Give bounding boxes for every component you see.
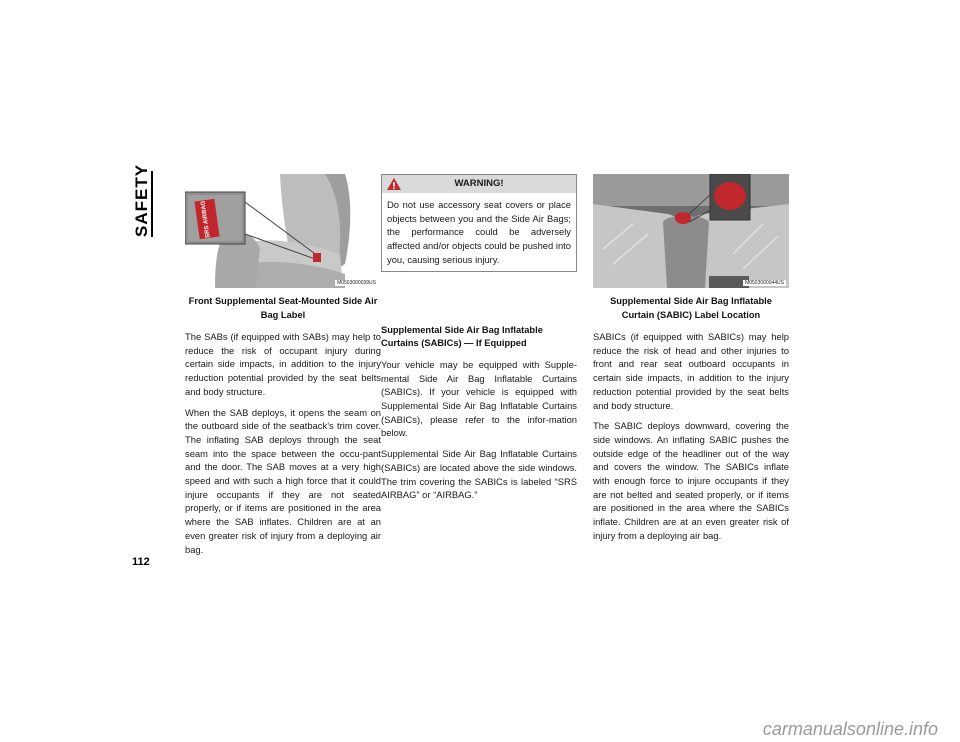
section-tab [132, 163, 154, 237]
paragraph: Your vehicle may be equipped with Supple-mental Side Air Bag Inflatable Curtains (SABICs). If your vehicle is equipped with Supplemental Side Air Bag Inflatable Curtains (SABICs), please refer to the infor-mation below. [381, 358, 577, 439]
paragraph: Supplemental Side Air Bag Inflatable Curtains (SABICs) are located above the side windows. The trim covering the SABICs is labeled “SRS AIRBAG” or “AIRBAG.” [381, 448, 577, 501]
paragraph: When the SAB deploys, it opens the seam on the outboard side of the seatback’s trim cover. The inflating SAB deploys through the seat seam into the space between the occu-pant and the door. The SAB moves at a very high speed and with such a high force that it could injure occupants if they are not seated properly, or if items are positioned in the area where the SAB inflates. Children are at an even greater risk of injury from a deploying air bag. [185, 406, 381, 555]
sabic-figure [593, 174, 789, 288]
warning-title: WARNING! [454, 178, 504, 189]
paragraph: SABICs (if equipped with SABICs) may help reduce the risk of head and other injuries to front and rear seat outboard occupants in certain side impacts, in addition to the injury reduction potential provided by the seat belts and body structure. [593, 331, 789, 411]
figure-code: M0503000044US [745, 280, 784, 286]
watermark: carmanualsonline.info [762, 719, 938, 739]
svg-text:SRS AIRBAG: SRS AIRBAG [200, 200, 212, 239]
page-number: 112 [132, 556, 150, 568]
figure-code: M0503000039US [337, 280, 376, 286]
warning-text: Do not use accessory seat covers or place objects between you and the Side Air Bags; the performance could be adversely affected and/or objects could be pushed into you, causing serious injury. [387, 199, 571, 265]
section-heading: Supplemental Side Air Bag Inflatable Curtains (SABICs) — If Equipped [381, 324, 543, 349]
warning-header [382, 175, 576, 193]
column-1 [185, 174, 381, 563]
seat-illustration [185, 174, 381, 288]
paragraph: The SABs (if equipped with SABs) may help to reduce the risk of occupant injury during certain side impacts, in addition to the injury reduction potential provided by the seat belts and body structure. [185, 331, 381, 397]
figure-caption: Supplemental Side Air Bag Inflatable Curtain (SABIC) Label Location [610, 296, 772, 320]
section-title: SAFETY [132, 163, 151, 237]
figure-caption: Front Supplemental Seat-Mounted Side Air Bag Label [188, 296, 378, 320]
column-3 [593, 174, 789, 550]
seat-airbag-figure [185, 174, 381, 288]
column-2 [381, 174, 577, 509]
warning-box [381, 174, 577, 272]
headliner-illustration [593, 174, 789, 288]
warning-triangle-icon [386, 177, 402, 191]
paragraph: The SABIC deploys downward, covering the side windows. An inflating SABIC pushes the outside edge of the headliner out of the way and covers the window. The SABICs inflate with enough force to injure occupants if they are not belted and seated properly, or if items are positioned in the area where the SABICs inflate. Children are at an even greater risk of injury from a deploying air bag. [593, 420, 789, 541]
